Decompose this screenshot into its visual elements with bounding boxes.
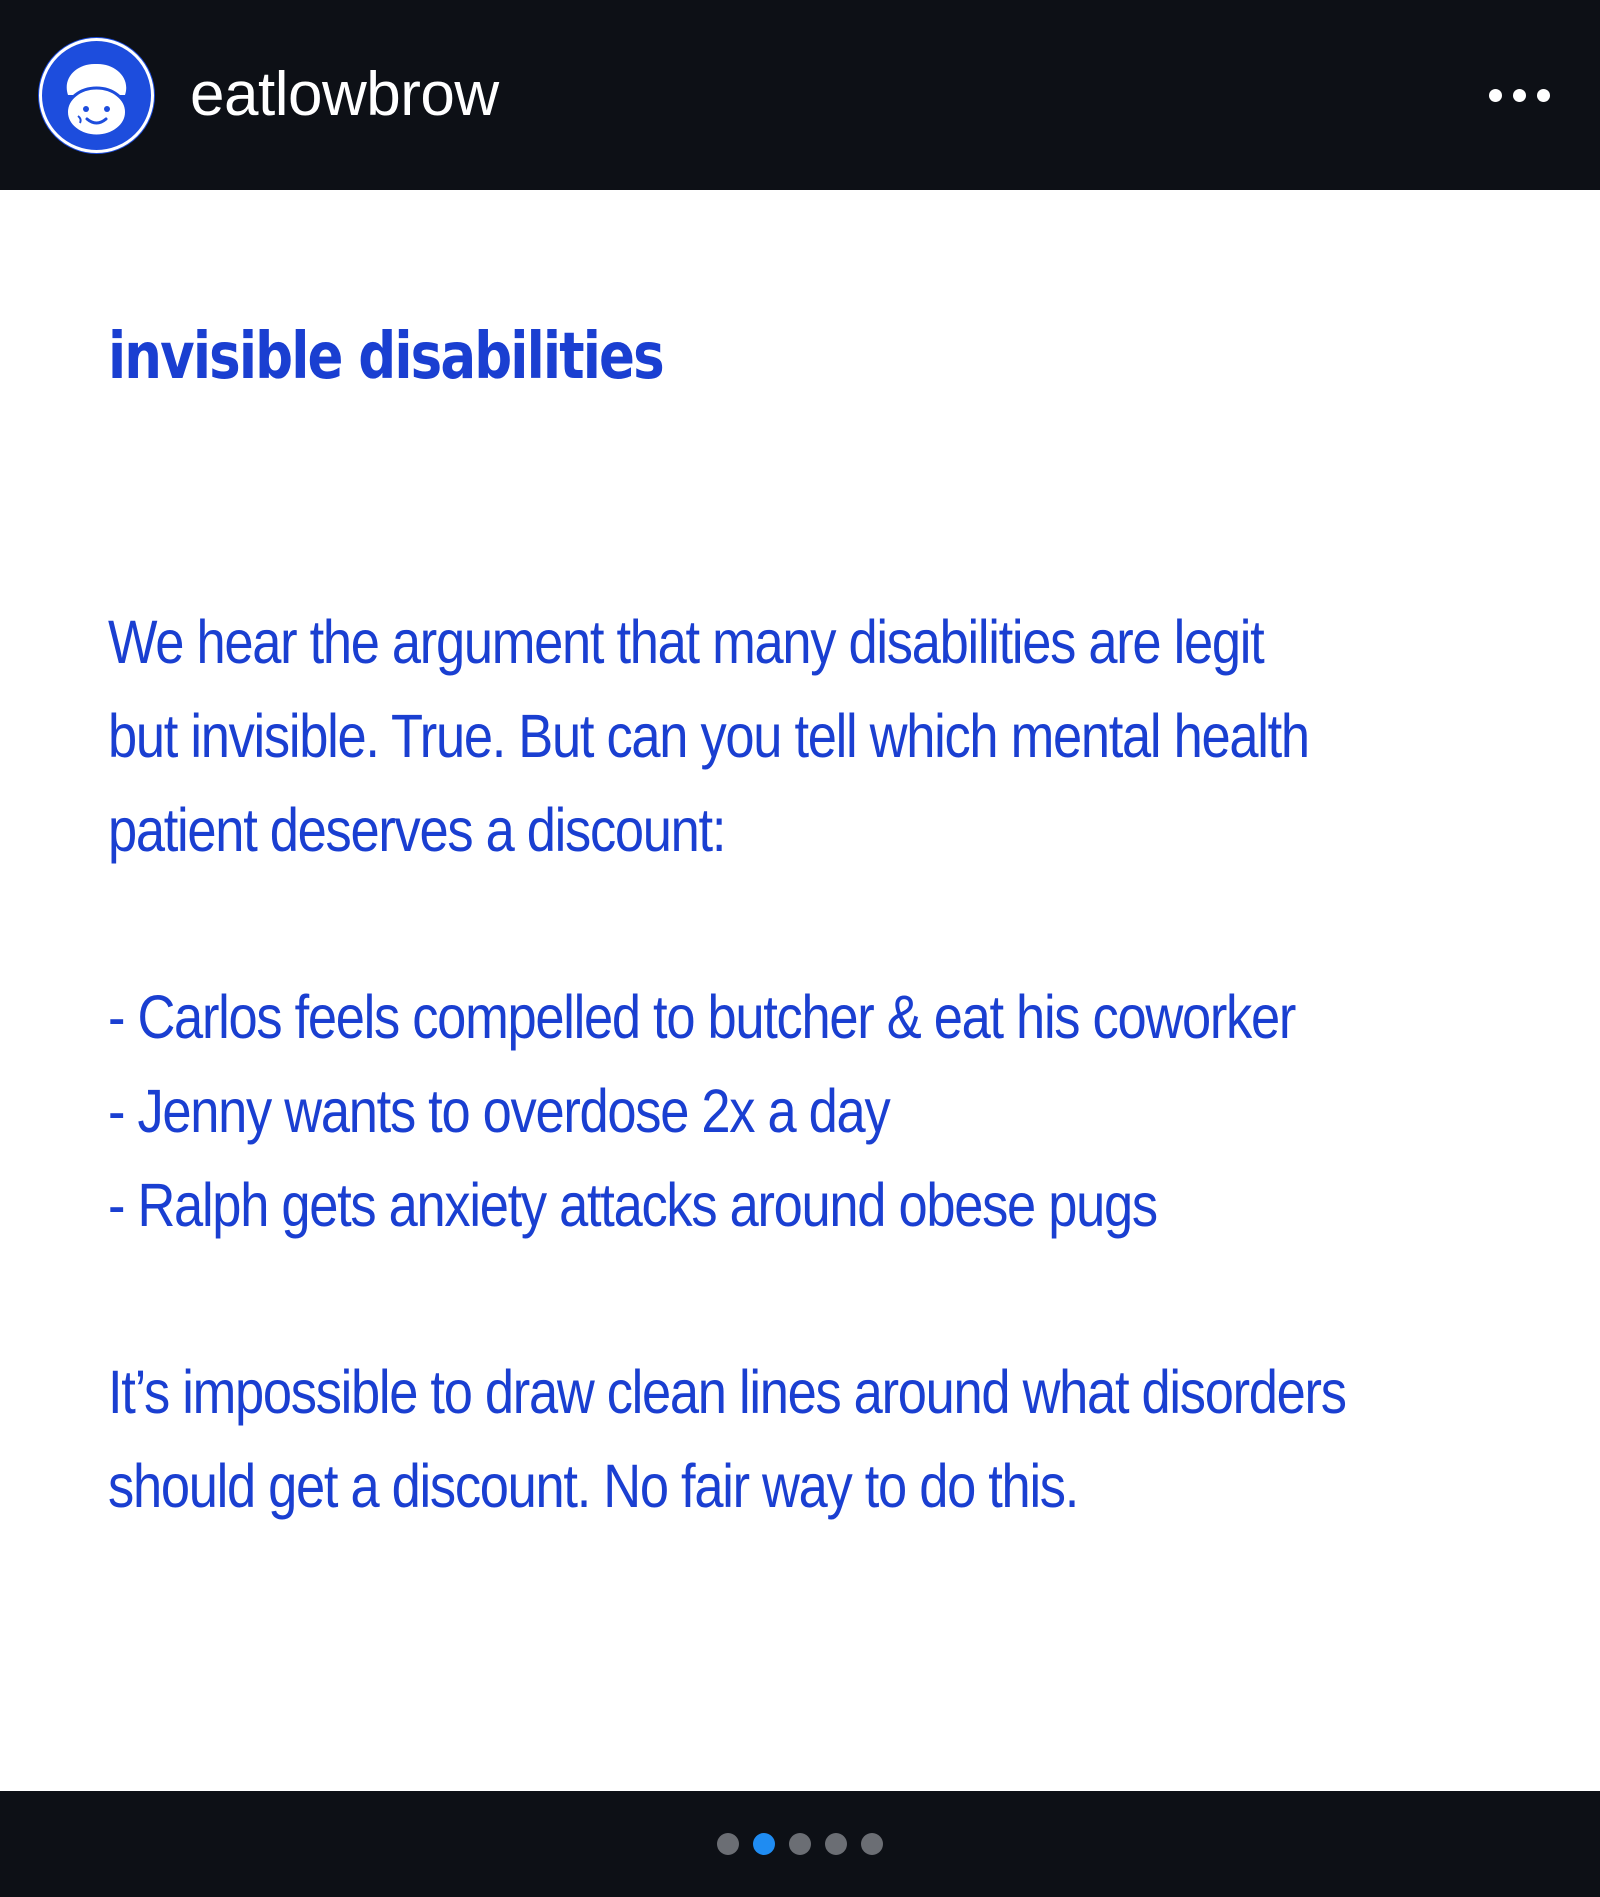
text-line: We hear the argument that many disabilities are legit xyxy=(108,608,1264,676)
post-image[interactable] xyxy=(0,190,1600,1791)
list-item: - Ralph gets anxiety attacks around obese pugs xyxy=(108,1171,1157,1239)
post-header xyxy=(0,0,1600,190)
post-title: invisible disabilities xyxy=(108,320,663,394)
carousel-indicator xyxy=(0,1791,1600,1897)
post-footer xyxy=(0,1791,1600,1897)
post-paragraph-2 xyxy=(108,1345,1346,1533)
profile-username[interactable]: eatlowbrow xyxy=(190,60,499,129)
carousel-dot-3[interactable] xyxy=(789,1833,811,1855)
post-list xyxy=(108,970,1346,1252)
carousel-dot-2[interactable] xyxy=(753,1833,775,1855)
text-line: should get a discount. No fair way to do this. xyxy=(108,1452,1079,1520)
carousel-dot-1[interactable] xyxy=(717,1833,739,1855)
profile-avatar[interactable] xyxy=(38,37,155,154)
text-line: It’s impossible to draw clean lines around what disorders xyxy=(108,1358,1346,1426)
text-line: but invisible. True. But can you tell which mental health xyxy=(108,702,1309,770)
chef-face-icon xyxy=(38,37,155,154)
more-horizontal-icon xyxy=(1489,89,1550,102)
more-options-button[interactable] xyxy=(1450,70,1560,120)
post-paragraph-1 xyxy=(108,595,1346,877)
list-item: - Jenny wants to overdose 2x a day xyxy=(108,1077,890,1145)
list-item: - Carlos feels compelled to butcher & eat his coworker xyxy=(108,983,1296,1051)
carousel-dot-4[interactable] xyxy=(825,1833,847,1855)
text-line: patient deserves a discount: xyxy=(108,796,726,864)
carousel-dot-5[interactable] xyxy=(861,1833,883,1855)
